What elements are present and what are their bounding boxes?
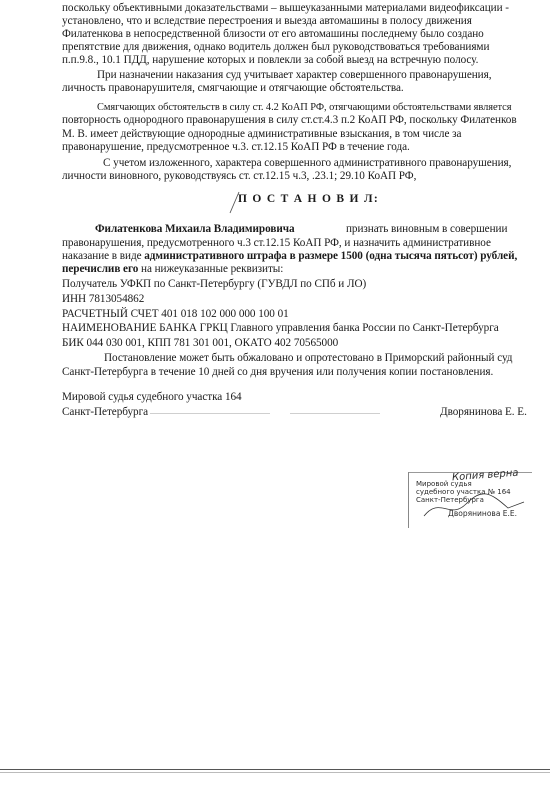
- text-line: признать виновным в совершении: [346, 223, 508, 235]
- text-line: [62, 263, 283, 276]
- text-line: личности виновного, руководствуясь ст. ст.12.15 ч.3, .23.1; 29.10 КоАП РФ,: [62, 170, 417, 182]
- resolution-heading: П О С Т А Н О В И Л:: [238, 193, 379, 205]
- stamp-text: Санкт-Петербурга: [416, 496, 484, 504]
- text-line: При назначении наказания суд учитывает характер совершенного правонарушения,: [97, 69, 492, 81]
- text-line: правонарушение, предусмотренное ч.3. ст.12.15 КоАП РФ в течение года.: [62, 141, 410, 153]
- judge-city: Санкт-Петербурга: [62, 406, 149, 418]
- stamp-text: Мировой судья: [416, 480, 472, 488]
- judge-name: Дворянинова Е. Е.: [440, 406, 527, 418]
- text-line: М. В. имеет действующие однородные административные взыскания, в том числе за: [62, 128, 462, 140]
- pen-mark-icon: [227, 189, 243, 215]
- text-line: Постановление может быть обжаловано и опротестовано в Приморский районный суд: [104, 352, 513, 364]
- stamp-text: Дворянинова Е.Е.: [448, 509, 518, 518]
- stamp-frame: [408, 472, 409, 528]
- text-line: поскольку объективными доказательствами – вышеуказанными материалами видеофиксации -: [62, 2, 509, 14]
- text-line: п.п.9.8., 10.1 ПДД, нарушение которых и повлекли за собой выезд на встречную полосу.: [62, 54, 479, 66]
- judge-title: Мировой судья судебного участка 164: [62, 391, 242, 403]
- bank-name-line: НАИМЕНОВАНИЕ БАНКА ГРКЦ Главного управления банка России по Санкт-Петербурга: [62, 322, 499, 334]
- text-line: установлено, что и вследствие перестроения и выезда автомашины в полосу движения: [62, 15, 472, 27]
- defendant-name: Филатенкова Михаила Владимировича: [95, 223, 295, 235]
- text-line: С учетом изложенного, характера совершенного административного правонарушения,: [103, 157, 512, 169]
- scan-artifact: [0, 772, 550, 773]
- text-line: повторность однородного правонарушения в силу ст.ст.4.3 п.2 КоАП РФ, поскольку Филатенков: [62, 114, 517, 126]
- scan-artifact: [150, 413, 270, 414]
- text-fragment: на нижеуказанные реквизиты:: [138, 263, 284, 275]
- stamp-text: судебного участка № 164: [416, 488, 511, 496]
- page-bottom-edge: [0, 769, 550, 770]
- text-line: препятствие для движения, однако водитель должен был руководствоваться требованиями: [62, 41, 490, 53]
- stamp-title: Копия верна: [451, 467, 519, 484]
- bik-line: БИК 044 030 001, КПП 781 301 001, ОКАТО 402 70565000: [62, 337, 339, 349]
- text-line: [62, 250, 517, 263]
- text-fragment: наказание в виде: [62, 250, 145, 262]
- text-line: личность правонарушителя, смягчающие и отягчающие обстоятельства.: [62, 82, 404, 94]
- inn-line: ИНН 7813054862: [62, 293, 145, 305]
- recipient-line: Получатель УФКП по Санкт-Петербургу (ГУВДЛ по СПб и ЛО): [62, 278, 367, 290]
- fine-amount: административного штрафа в размере 1500 (одна тысяча пятьсот) рублей,: [144, 250, 518, 262]
- text-line: Смягчающих обстоятельств в силу ст. 4.2 КоАП РФ, отягчающими обстоятельствами является: [97, 102, 512, 113]
- scan-artifact: [290, 413, 380, 414]
- signature-icon: [420, 486, 530, 526]
- text-fragment: перечислив его: [62, 263, 139, 275]
- text-line: Филатенкова в непосредственной близости от его автомашины последнему было создано: [62, 28, 484, 40]
- text-line: Санкт-Петербурга в течение 10 дней со дня вручения или получения копии постановления.: [62, 366, 494, 378]
- text-line: правонарушения, предусмотренного ч.3 ст.12.15 КоАП РФ, и назначить административное: [62, 237, 491, 249]
- account-line: РАСЧЕТНЫЙ СЧЕТ 401 018 102 000 000 100 01: [62, 308, 289, 320]
